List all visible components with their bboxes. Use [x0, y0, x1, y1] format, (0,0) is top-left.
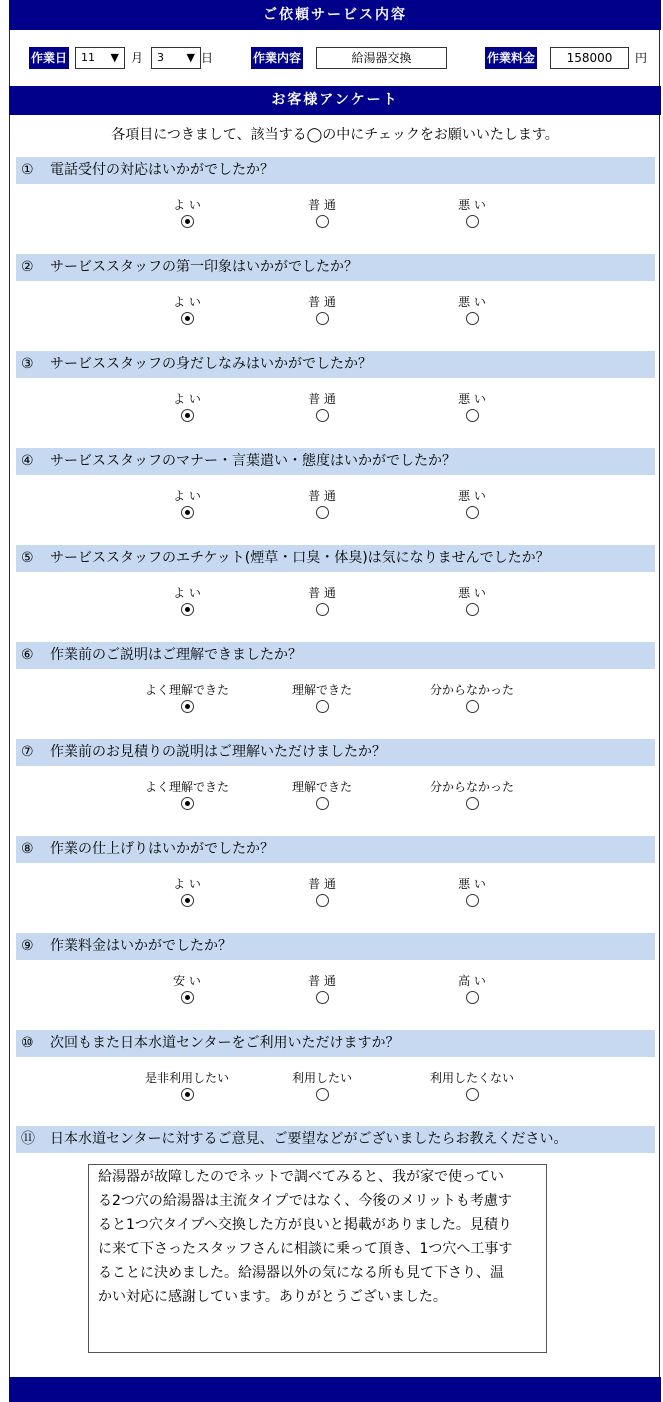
option-label: 安 い: [173, 974, 201, 988]
option-radio[interactable]: [466, 506, 479, 519]
option-label: よ い: [173, 489, 201, 503]
question-text: サービススタッフの身だしなみはいかがでしたか？: [50, 356, 372, 372]
survey-header-title: お客様アンケート: [271, 92, 399, 108]
option-label: よ い: [173, 198, 201, 212]
option-radio[interactable]: [466, 215, 479, 228]
day-suffix: 日: [201, 51, 214, 65]
month-select-value: 11: [81, 51, 95, 64]
option-label: 普 通: [308, 198, 336, 212]
question-text: 次回もまた日本水道センターをご利用いただけますか？: [50, 1035, 400, 1051]
question-text: 作業料金はいかがでしたか？: [50, 938, 232, 954]
work-content-field[interactable]: [316, 47, 447, 69]
option-label: 普 通: [308, 392, 336, 406]
option-label: 分からなかった: [429, 780, 514, 794]
footer-bar: [9, 1377, 661, 1402]
option-label: 普 通: [308, 295, 336, 309]
option-radio[interactable]: [181, 1088, 194, 1101]
option-radio[interactable]: [181, 603, 194, 616]
option-radio[interactable]: [316, 506, 329, 519]
option-label: 理解できた: [291, 683, 352, 697]
option-radio[interactable]: [316, 797, 329, 810]
option-radio[interactable]: [316, 312, 329, 325]
option-label: 悪 い: [458, 295, 486, 309]
option-radio[interactable]: [316, 1088, 329, 1101]
question-text: 作業の仕上げりはいかがでしたか？: [50, 841, 274, 857]
option-label: 悪 い: [458, 392, 486, 406]
question-text: 作業前のご説明はご理解できましたか？: [50, 647, 302, 663]
option-radio[interactable]: [466, 797, 479, 810]
option-radio[interactable]: [466, 603, 479, 616]
option-radio[interactable]: [466, 409, 479, 422]
question-text: サービススタッフのエチケット(煙草・口臭・体臭)は気になりませんでしたか？: [50, 550, 550, 566]
option-label: 普 通: [308, 877, 336, 891]
option-radio[interactable]: [181, 894, 194, 907]
work-fee-field[interactable]: [550, 47, 629, 69]
chevron-down-icon: ▼: [186, 51, 195, 64]
option-radio[interactable]: [181, 312, 194, 325]
option-label: 悪 い: [458, 198, 486, 212]
option-radio[interactable]: [181, 700, 194, 713]
option-radio[interactable]: [466, 700, 479, 713]
question-text: サービススタッフの第一印象はいかがでしたか？: [50, 259, 358, 275]
option-radio[interactable]: [316, 215, 329, 228]
comment-line: かい対応に感謝しています。ありがとうございました。: [98, 1289, 447, 1305]
option-label: 利用したい: [291, 1071, 352, 1085]
option-label: よ い: [173, 877, 201, 891]
option-radio[interactable]: [181, 991, 194, 1004]
option-label: 理解できた: [291, 780, 352, 794]
option-radio[interactable]: [181, 506, 194, 519]
question-number: ⑤: [21, 550, 34, 566]
question-number: ④: [21, 453, 34, 469]
work-fee-label: 作業料金: [485, 47, 537, 69]
question-text: 作業前のお見積りの説明はご理解いただけましたか？: [50, 744, 386, 760]
question-number: ⑩: [21, 1035, 34, 1051]
work-content-value: 給湯器交換: [351, 51, 412, 65]
comment-textarea[interactable]: [88, 1164, 547, 1353]
option-radio[interactable]: [316, 700, 329, 713]
question-11-text: 日本水道センターに対するご意見、ご要望などがございましたらお教えください。: [50, 1131, 568, 1147]
option-label: よ い: [173, 586, 201, 600]
question-bar: [16, 448, 655, 475]
option-radio[interactable]: [181, 215, 194, 228]
option-radio[interactable]: [466, 1088, 479, 1101]
question-bar: [16, 739, 655, 766]
comment-line: 給湯器が故障したのでネットで調べてみると、我が家で使ってい: [98, 1169, 504, 1185]
option-label: 悪 い: [458, 586, 486, 600]
question-bar: [16, 933, 655, 960]
question-number: ⑦: [21, 744, 34, 760]
option-label: 普 通: [308, 586, 336, 600]
option-radio[interactable]: [316, 894, 329, 907]
question-bar: [16, 1030, 655, 1057]
option-radio[interactable]: [316, 991, 329, 1004]
survey-header: [9, 86, 661, 115]
question-bar: [16, 836, 655, 863]
option-label: 是非利用したい: [144, 1071, 229, 1085]
comment-line: ることに決めました。給湯器以外の気になる所も見て下さり、温: [98, 1265, 504, 1281]
question-11-bar: [16, 1126, 655, 1153]
question-number: ③: [21, 356, 34, 372]
question-bar: [16, 157, 655, 184]
comment-line: ると1つ穴タイプへ交換した方が良いと掲載がありました。見積り: [98, 1217, 512, 1233]
question-text: サービススタッフのマナー・言葉遣い・態度はいかがでしたか？: [50, 453, 456, 469]
option-label: 普 通: [308, 974, 336, 988]
question-text: 電話受付の対応はいかがでしたか？: [50, 162, 274, 178]
work-date-label: 作業日: [29, 47, 69, 69]
question-number: ②: [21, 259, 34, 275]
chevron-down-icon: ▼: [110, 51, 119, 64]
work-fee-value: 158000: [566, 51, 613, 65]
option-label: 悪 い: [458, 877, 486, 891]
month-suffix: 月: [131, 51, 144, 65]
fee-unit: 円: [635, 51, 648, 65]
day-select[interactable]: [151, 47, 201, 69]
question-bar: [16, 545, 655, 572]
option-radio[interactable]: [316, 603, 329, 616]
day-select-value: 3: [157, 51, 164, 64]
option-label: 高 い: [458, 974, 486, 988]
service-header-title: ご依頼サービス内容: [263, 7, 407, 23]
option-label: よ い: [173, 295, 201, 309]
question-bar: [16, 351, 655, 378]
option-label: 利用したくない: [429, 1071, 514, 1085]
option-radio[interactable]: [466, 312, 479, 325]
question-number: ⑧: [21, 841, 34, 857]
work-content-label: 作業内容: [251, 47, 303, 69]
option-label: よく理解できた: [144, 683, 229, 697]
option-label: 普 通: [308, 489, 336, 503]
service-header: [9, 0, 661, 30]
option-label: よ い: [173, 392, 201, 406]
question-bar: [16, 642, 655, 669]
month-select[interactable]: [75, 47, 125, 69]
question-bar: [16, 254, 655, 281]
question-number: ⑨: [21, 938, 34, 954]
survey-intro: 各項目につきまして、該当する◯の中にチェックをお願いいたします。: [111, 127, 559, 143]
option-label: 分からなかった: [429, 683, 514, 697]
question-number: ①: [21, 162, 34, 178]
question-number: ⑥: [21, 647, 34, 663]
option-radio[interactable]: [466, 991, 479, 1004]
comment-line: る2つ穴の給湯器は主流タイプではなく、今後のメリットも考慮す: [98, 1193, 512, 1209]
question-11-number: ⑪: [21, 1131, 35, 1147]
option-radio[interactable]: [181, 797, 194, 810]
option-radio[interactable]: [181, 409, 194, 422]
option-radio[interactable]: [316, 409, 329, 422]
option-label: 悪 い: [458, 489, 486, 503]
option-radio[interactable]: [466, 894, 479, 907]
comment-line: に来て下さったスタッフさんに相談に乗って頂き、1つ穴へ工事す: [98, 1241, 513, 1257]
option-label: よく理解できた: [144, 780, 229, 794]
